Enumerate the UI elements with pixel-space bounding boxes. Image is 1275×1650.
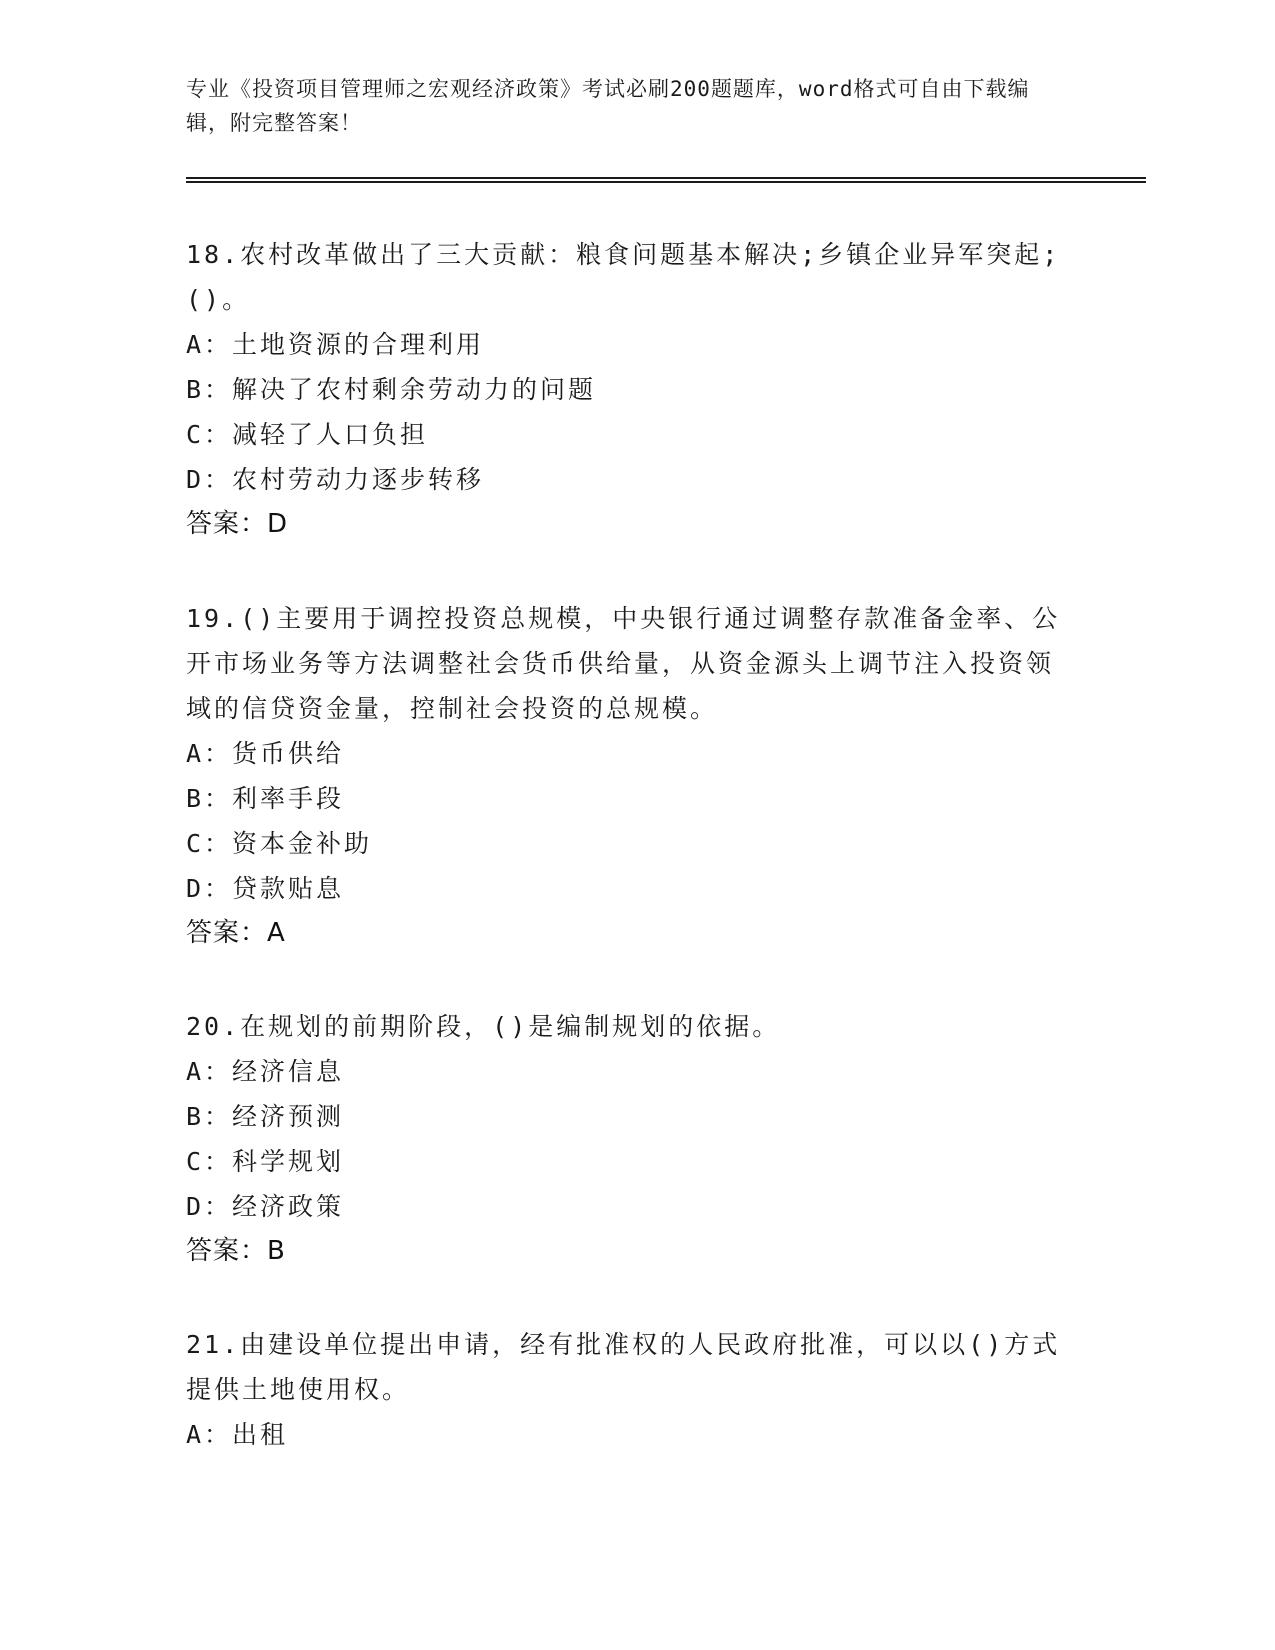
answer-line: 答案：B: [186, 1236, 286, 1266]
question-18: [186, 232, 1066, 547]
option-d: D：经济政策: [186, 1192, 345, 1221]
option-a: A：出租: [186, 1420, 289, 1449]
question-21: [186, 1322, 1066, 1457]
option-d: D：农村劳动力逐步转移: [186, 465, 485, 494]
header-divider-bottom: [186, 181, 1146, 183]
option-d: D：贷款贴息: [186, 874, 345, 903]
option-c: C：科学规划: [186, 1147, 345, 1176]
option-a: A：经济信息: [186, 1057, 345, 1086]
option-a: A：土地资源的合理利用: [186, 330, 485, 359]
option-c: C：资本金补助: [186, 829, 373, 858]
answer-line: 答案：D: [186, 509, 289, 539]
option-b: B：经济预测: [186, 1102, 345, 1131]
question-stem: 21.由建设单位提出申请，经有批准权的人民政府批准，可以以()方式提供土地使用权。: [186, 1330, 1061, 1404]
answer-line: 答案：A: [186, 918, 286, 948]
document-header-note: 专业《投资项目管理师之宏观经济政策》考试必刷200题题库，word格式可自由下载编辑，附完整答案！: [186, 77, 1030, 135]
option-a: A：货币供给: [186, 739, 345, 768]
question-stem: 20.在规划的前期阶段，()是编制规划的依据。: [186, 1012, 781, 1041]
question-stem: 19.()主要用于调控投资总规模，中央银行通过调整存款准备金率、公开市场业务等方法调整社会货币供给量，从资金源头上调节注入投资领域的信贷资金量，控制社会投资的总规模。: [186, 604, 1061, 723]
option-b: B：利率手段: [186, 784, 345, 813]
header-divider-top: [186, 177, 1146, 179]
question-20: [186, 1004, 1066, 1274]
question-stem: 18.农村改革做出了三大贡献：粮食问题基本解决;乡镇企业异军突起;()。: [186, 240, 1061, 314]
option-c: C：减轻了人口负担: [186, 420, 429, 449]
option-b: B：解决了农村剩余劳动力的问题: [186, 375, 597, 404]
question-19: [186, 596, 1066, 956]
